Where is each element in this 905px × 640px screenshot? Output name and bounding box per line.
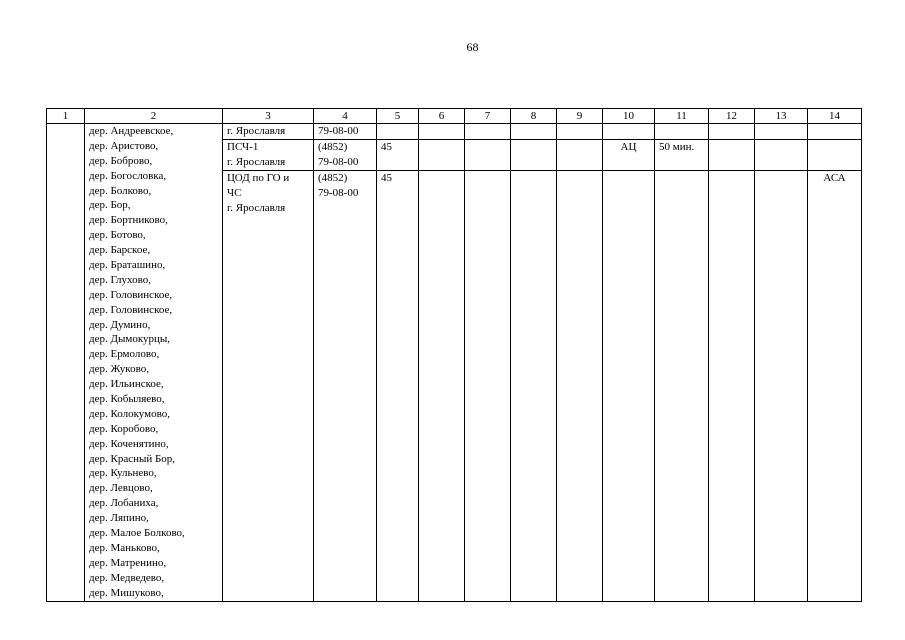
village-item: дер. Жуково, [89,363,149,376]
village-item: дер. Малое Болково, [89,527,185,540]
table-row [47,124,862,140]
village-item: дер. Головинское, [89,288,173,301]
village-item: дер. Браташино, [89,259,166,272]
cell-col5 [377,124,419,140]
village-item: дер. Богословка, [89,169,167,182]
phone-line: 79-08-00 [318,186,359,199]
village-item: дер. Колокумово, [89,407,170,420]
cell-col9 [557,124,603,140]
village-item: дер. Ляпино, [89,512,149,525]
cell-col9 [557,139,603,170]
village-item: дер. Кобыляево, [89,393,165,406]
cell-col10: АЦ [603,139,655,170]
cell-col14 [808,124,862,140]
village-item: дер. Красный Бор, [89,452,176,465]
village-item: дер. Коченятино, [89,437,169,450]
cell-col7 [465,170,511,601]
unit-line: г. Ярославля [227,201,286,214]
cell-col14 [808,139,862,170]
village-item: дер. Левцово, [89,482,153,495]
village-item: дер. Ильинское, [89,378,164,391]
unit-line: г. Ярославля [227,125,286,137]
cell-col5: 45 [377,170,419,601]
village-item: дер. Коробово, [89,422,159,435]
header-cell-2: 2 [85,109,223,124]
unit-cell [223,124,314,140]
header-cell-8: 8 [511,109,557,124]
cell-col5: 45 [377,139,419,170]
village-item: дер. Головинское, [89,303,173,316]
header-cell-12: 12 [709,109,755,124]
cell-col12 [709,124,755,140]
cell-col7 [465,139,511,170]
header-cell-11: 11 [655,109,709,124]
village-item: дер. Бортниково, [89,214,168,227]
cell-col6 [419,170,465,601]
cell-col14: АСА [808,170,862,601]
unit-line: ЦОД по ГО и [227,171,290,184]
village-item: дер. Маньково, [89,541,160,554]
village-item: дер. Думино, [89,318,151,331]
village-item: дер. Мишуково, [89,586,164,599]
unit-line: ПСЧ-1 [227,140,259,153]
header-cell-14: 14 [808,109,862,124]
phone-cell [314,170,377,601]
header-cell-1: 1 [47,109,85,124]
cell-col10 [603,124,655,140]
phone-line: 79-08-00 [318,155,359,168]
cell-col11 [655,170,709,601]
cell-col8 [511,170,557,601]
village-list-cell [85,124,223,602]
cell-col13 [755,124,808,140]
header-cell-6: 6 [419,109,465,124]
village-item: дер. Медведево, [89,571,165,584]
village-item: дер. Ботово, [89,229,146,242]
header-cell-13: 13 [755,109,808,124]
header-cell-9: 9 [557,109,603,124]
village-item: дер. Лобаниха, [89,497,159,510]
cell-col8 [511,124,557,140]
unit-cell [223,170,314,601]
cell-col11 [655,124,709,140]
unit-line: ЧС [227,186,242,199]
header-cell-10: 10 [603,109,655,124]
cell-col7 [465,124,511,140]
village-item: дер. Боброво, [89,154,153,167]
data-table [46,108,862,602]
cell-col12 [709,170,755,601]
cell-col1 [47,124,85,602]
phone-line: (4852) [318,140,348,153]
cell-col11: 50 мин. [655,139,709,170]
village-item: дер. Кульнево, [89,467,157,480]
village-item: дер. Бор, [89,199,131,212]
phone-cell [314,139,377,170]
village-item: дер. Болково, [89,184,152,197]
phone-cell [314,124,377,140]
village-item: дер. Ермолово, [89,348,160,361]
unit-line: г. Ярославля [227,155,286,168]
phone-line: 79-08-00 [318,125,359,137]
cell-col9 [557,170,603,601]
village-item: дер. Дымокурцы, [89,333,171,346]
header-cell-3: 3 [223,109,314,124]
village-item: дер. Барское, [89,244,151,257]
village-item: дер. Глухово, [89,273,151,286]
village-item: дер. Матренино, [89,556,167,569]
header-cell-4: 4 [314,109,377,124]
village-item: дер. Аристово, [89,139,159,152]
header-cell-5: 5 [377,109,419,124]
village-item: дер. Андреевское, [89,125,174,137]
cell-col6 [419,139,465,170]
cell-col8 [511,139,557,170]
page-number: 68 [466,40,479,54]
cell-col10 [603,170,655,601]
header-row [47,109,862,124]
cell-col12 [709,139,755,170]
unit-cell [223,139,314,170]
phone-line: (4852) [318,171,348,184]
cell-col6 [419,124,465,140]
header-cell-7: 7 [465,109,511,124]
cell-col13 [755,170,808,601]
cell-col13 [755,139,808,170]
